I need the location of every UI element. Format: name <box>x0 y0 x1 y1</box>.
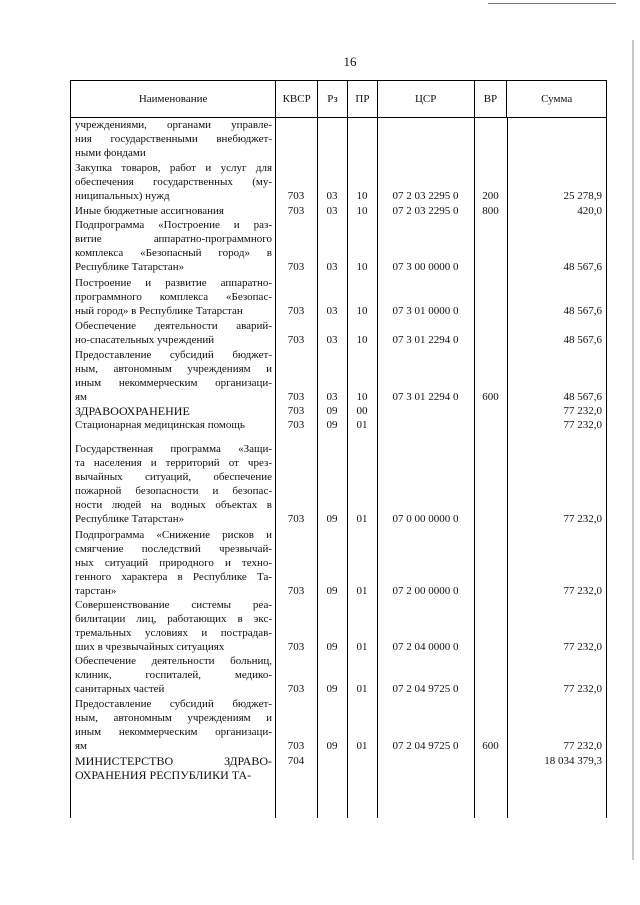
row-name-line: ности людей на водных объектах в <box>75 499 272 511</box>
cell-sum: 420,0 <box>577 205 602 217</box>
row-name-line: обеспечения государственных (му- <box>75 176 272 188</box>
cell-sum: 77 232,0 <box>563 740 602 752</box>
row-name-line: Предоставление субсидий бюджет- <box>75 698 272 710</box>
header-kvsr: КВСР <box>275 81 317 117</box>
table-row <box>70 218 607 274</box>
row-name <box>75 118 272 160</box>
row-name-line: МИНИСТЕРСТВО ЗДРАВО- <box>75 754 272 768</box>
row-name-line: тремальных условиях и пострадав- <box>75 627 272 639</box>
cell-kvsr: 703 <box>287 334 305 346</box>
cell-csr: 07 2 04 9725 0 <box>392 683 459 695</box>
cell-kvsr: 703 <box>287 641 305 653</box>
cell-pr: 01 <box>356 419 368 431</box>
cell-pr: 01 <box>356 513 368 525</box>
row-name-line: Иные бюджетные ассигнования <box>75 205 224 217</box>
table-row <box>70 528 607 598</box>
row-name-line: ших в чрезвычайных ситуациях <box>75 641 225 653</box>
cell-pr: 01 <box>356 585 368 597</box>
row-name <box>75 528 272 598</box>
row-name <box>75 276 272 318</box>
header-sum: Сумма <box>506 81 606 117</box>
row-name-line: ям <box>75 391 88 403</box>
cell-kvsr: 703 <box>287 740 305 752</box>
cell-pr: 10 <box>356 305 368 317</box>
row-name <box>75 442 272 526</box>
header-rz: Рз <box>317 81 347 117</box>
row-name-line: Закупка товаров, работ и услуг для <box>75 162 272 174</box>
cell-pr: 10 <box>356 205 368 217</box>
row-name-line: билитации лиц, работающих в экс- <box>75 613 272 625</box>
cell-csr: 07 2 03 2295 0 <box>392 205 459 217</box>
row-name-line: витие аппаратно-программного <box>75 233 272 245</box>
row-name-line: клиник, госпиталей, медико- <box>75 669 272 681</box>
row-name-line: иным некоммерческим организаци- <box>75 377 272 389</box>
row-name-line: но-спасательных учреждений <box>75 334 215 346</box>
cell-sum: 77 232,0 <box>563 419 602 431</box>
table-row <box>70 654 607 696</box>
cell-sum: 48 567,6 <box>563 334 602 346</box>
table-row <box>70 418 607 432</box>
cell-rz: 09 <box>326 405 338 417</box>
row-name <box>75 697 272 753</box>
table-header <box>70 80 607 118</box>
cell-rz: 03 <box>326 305 338 317</box>
row-name-line: тарстан» <box>75 585 117 597</box>
row-name-line: ЗДРАВООХРАНЕНИЕ <box>75 404 190 418</box>
table-row <box>70 404 607 418</box>
cell-pr: 01 <box>356 683 368 695</box>
table-row <box>70 118 607 160</box>
table-row <box>70 348 607 404</box>
row-name-line: санитарных частей <box>75 683 165 695</box>
cell-csr: 07 2 04 0000 0 <box>392 641 459 653</box>
row-name <box>75 404 272 418</box>
cell-pr: 10 <box>356 190 368 202</box>
row-name-line: ОХРАНЕНИЯ РЕСПУБЛИКИ ТА- <box>75 768 252 782</box>
row-name-line: Государственная программа «Защи- <box>75 443 272 455</box>
row-name-line: ными фондами <box>75 147 146 159</box>
row-name-line: ния государственными внебюджет- <box>75 133 272 145</box>
cell-csr: 07 2 03 2295 0 <box>392 190 459 202</box>
row-name <box>75 348 272 404</box>
row-name-line: ный город» в Республике Татарстан <box>75 305 243 317</box>
row-name <box>75 161 272 203</box>
cell-pr: 01 <box>356 740 368 752</box>
row-name-line: ям <box>75 740 88 752</box>
cell-rz: 03 <box>326 190 338 202</box>
row-name-line: программного комплекса «Безопас- <box>75 291 272 303</box>
cell-csr: 07 2 00 0000 0 <box>392 585 459 597</box>
cell-rz: 09 <box>326 641 338 653</box>
table-row <box>70 598 607 654</box>
cell-sum: 48 567,6 <box>563 261 602 273</box>
row-name-line: Республике Татарстан» <box>75 261 185 273</box>
row-name-line: Предоставление субсидий бюджет- <box>75 349 272 361</box>
row-name <box>75 319 272 347</box>
row-name-line: Стационарная медицинская помощь <box>75 419 245 431</box>
cell-sum: 77 232,0 <box>563 683 602 695</box>
row-name <box>75 654 272 696</box>
cell-vr: 600 <box>482 740 499 752</box>
cell-pr: 10 <box>356 261 368 273</box>
cell-vr: 600 <box>482 391 499 403</box>
table-row <box>70 442 607 526</box>
cell-csr: 07 3 00 0000 0 <box>392 261 459 273</box>
cell-sum: 77 232,0 <box>563 585 602 597</box>
cell-sum: 48 567,6 <box>563 305 602 317</box>
row-name-line: ниципальных) нужд <box>75 190 170 202</box>
table-row <box>70 204 607 218</box>
cell-kvsr: 703 <box>287 205 305 217</box>
page-number: 16 <box>343 54 357 69</box>
cell-pr: 10 <box>356 334 368 346</box>
cell-kvsr: 703 <box>287 419 305 431</box>
row-name <box>75 218 272 274</box>
cell-pr: 10 <box>356 391 368 403</box>
cell-kvsr: 703 <box>287 190 305 202</box>
cell-pr: 00 <box>356 405 368 417</box>
row-name-line: ным, автономным учреждениям и <box>75 363 272 375</box>
cell-kvsr: 703 <box>287 391 305 403</box>
row-name-line: та населения и территорий от чрез- <box>75 457 272 469</box>
row-name-line: Республике Татарстан» <box>75 513 185 525</box>
row-name <box>75 418 272 432</box>
row-name-line: вычайных ситуаций, обеспечение <box>75 471 272 483</box>
cell-sum: 77 232,0 <box>563 513 602 525</box>
cell-rz: 09 <box>326 683 338 695</box>
cell-vr: 800 <box>482 205 499 217</box>
row-name-line: учреждениями, органами управле- <box>75 119 272 131</box>
cell-sum: 77 232,0 <box>563 405 602 417</box>
cell-kvsr: 703 <box>287 513 305 525</box>
cell-kvsr: 703 <box>287 405 305 417</box>
cell-csr: 07 3 01 2294 0 <box>392 391 459 403</box>
row-name-line: Обеспечение деятельности аварий- <box>75 320 272 332</box>
cell-rz: 03 <box>326 205 338 217</box>
header-name: Наименование <box>138 93 208 105</box>
row-name <box>75 204 272 218</box>
table-body <box>70 118 607 818</box>
cell-pr: 01 <box>356 641 368 653</box>
cell-rz: 03 <box>326 391 338 403</box>
cell-rz: 09 <box>326 419 338 431</box>
row-name-line: ных ситуаций природного и техно- <box>75 557 272 569</box>
row-name-line: пожарной безопасности и безопас- <box>75 485 272 497</box>
header-csr: ЦСР <box>377 81 474 117</box>
row-name-line: Совершенствование системы реа- <box>75 599 272 611</box>
header-pr: ПР <box>347 81 377 117</box>
cell-rz: 09 <box>326 585 338 597</box>
cell-kvsr: 703 <box>287 305 305 317</box>
cell-sum: 77 232,0 <box>563 641 602 653</box>
table-row <box>70 319 607 347</box>
row-name-line: комплекса «Безопасный город» в <box>75 247 272 259</box>
cell-kvsr: 703 <box>287 683 305 695</box>
cell-kvsr: 703 <box>287 585 305 597</box>
cell-sum: 25 278,9 <box>563 190 602 202</box>
cell-rz: 03 <box>326 334 338 346</box>
table-row <box>70 276 607 318</box>
row-name-line: Подпрограмма «Построение и раз- <box>75 219 272 231</box>
row-name-line: Обеспечение деятельности больниц, <box>75 655 272 667</box>
table-row <box>70 754 607 782</box>
row-name <box>75 754 272 782</box>
row-name <box>75 598 272 654</box>
cell-csr: 07 3 01 0000 0 <box>392 305 459 317</box>
cell-kvsr: 703 <box>287 261 305 273</box>
cell-rz: 03 <box>326 261 338 273</box>
table-row <box>70 697 607 753</box>
cell-csr: 07 2 04 9725 0 <box>392 740 459 752</box>
cell-csr: 07 3 01 2294 0 <box>392 334 459 346</box>
row-name-line: иным некоммерческим организаци- <box>75 726 272 738</box>
row-name-line: Подпрограмма «Снижение рисков и <box>75 529 272 541</box>
cell-rz: 09 <box>326 513 338 525</box>
cell-kvsr: 704 <box>287 755 305 767</box>
table-row <box>70 161 607 203</box>
row-name-line: Построение и развитие аппаратно- <box>75 277 272 289</box>
scan-page-edge <box>632 40 634 860</box>
row-name-line: смягчение последствий чрезвычай- <box>75 543 272 555</box>
cell-vr: 200 <box>482 190 499 202</box>
cell-rz: 09 <box>326 740 338 752</box>
header-vr: ВР <box>474 81 507 117</box>
scan-artifact-line <box>488 3 616 4</box>
cell-csr: 07 0 00 0000 0 <box>392 513 459 525</box>
cell-sum: 18 034 379,3 <box>544 755 602 767</box>
row-name-line: генного характера в Республике Та- <box>75 571 272 583</box>
cell-sum: 48 567,6 <box>563 391 602 403</box>
row-name-line: ным, автономным учреждениям и <box>75 712 272 724</box>
